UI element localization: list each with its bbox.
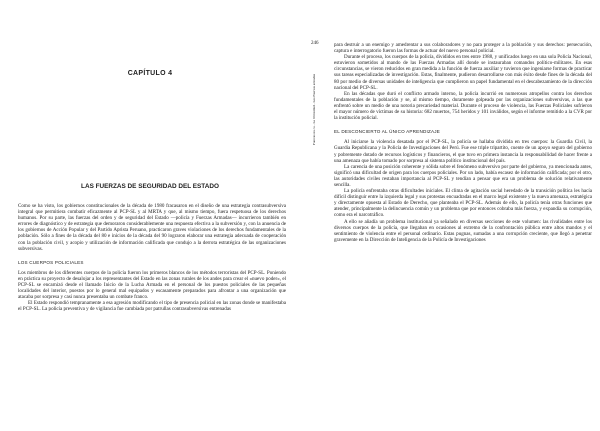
section-heading: LOS CUERPOS POLICIALES	[18, 259, 84, 265]
chapter-title: LAS FUERZAS DE SEGURIDAD DEL ESTADO	[81, 183, 219, 190]
intro-paragraph: Como se ha visto, los gobiernos constitucionales de la década de 1980 fracasaron en el diseño de una estrategia contrasubversiva integral que permitiera combatir eficazmente al PCP-SL y al MRTA y que, al mismo tiempo, fuera respetuosa de los derechos humanos. Por su parte, las fuerzas del orden y de seguridad del Estado —policía y Fuerzas Armadas— incurrieron también en errores de diagnóstico y de estrategia que demoraron considerablemente una respuesta efectiva a la subversión y, con la anuencia de los gobiernos de Acción Popular y del Partido Aprista Peruano, practicaron graves violaciones de los derechos fundamentales de la población. Sólo a fines de la década del 80 e inicios de la década del 90 lograron elaborar una estrategia adecuada de cooperación con la población civil, y acopio y utilización de información calificada que condujo a la derrota estratégica de las organizaciones subversivas.	[18, 203, 286, 252]
body-paragraph: A ello se añadía un problema institucional ya señalado en diversas secciones de este volumen: las rivalidades entre los diversos cuerpos de la policía, que llegaban en ocasiones al extremo de la confrontación pública entre altos mandos y el sentimiento de violencia entre el personal ordinario. Estas pugnas, sumadas a una corrupción creciente, que llegó a penetrar gravemente en la Dirección de Inteligencia de la Policía de Investigaciones	[334, 218, 592, 243]
page-number: 246	[311, 41, 319, 46]
body-paragraph: para destruir a un enemigo y amedrentar a sus colaboradores y no para proteger a la población y sus derechos: persecución, captura e interrogatorio fueron las formas de actuar del nuevo personal policial.	[334, 42, 592, 55]
body-paragraph: Al iniciarse la violencia desatada por el PCP-SL, la policía se hallaba dividida en tres cuerpos: la Guardia Civil, la Guardia Republicana y la Policía de Investigaciones del Perú. Fue ese triple tripartito, cuente de un apoyo seguro del gobierno y pobremente dotado de recursos logísticos y financieros, el que tuvo en primera instancia la responsabilidad de hacer frente a una amenaza que había tomado por sorpresa al sistema político institucional del país.	[334, 139, 592, 164]
body-paragraph: La carencia de una posición coherente y sólida sobre el fenómeno subversivo por parte del gobierno, ya mencionada antes, significó una dificultad de origen para los cuerpos policiales. Por un lado, había escasez de información calificada; por el otro, las autoridades civiles restaban importancia al PCP-SL y tendían a pensar que era un problema de solución relativamente sencilla.	[334, 163, 592, 188]
section-heading: EL DESCONCIERTO AL ÚNICO APRENDIZAJE	[334, 129, 440, 135]
body-paragraph: Durante el proceso, los cuerpos de la policía, divididos en tres entre 1988, y unificados luego en una sola Policía Nacional, estuvieron sometidos al mando de las Fuerzas Armadas allí donde se instauraban comandos político-militares. En esas circunstancias, se vieron reducidos en gran medida a la función de fuerza auxiliar y tuvieron que ingeniarse formas de practicar sus tareas especializadas de investigación. Estas, finalmente, pudieron desarrollarse con más éxito desde fines de la década del 80 por medio de diversas unidades de inteligencia que cumplieron un papel fundamental en el descabezamiento de la dirección nacional del PCP-SL.	[334, 54, 592, 91]
body-paragraph: Los miembros de los diferentes cuerpos de la policía fueron los primeros blancos de los métodos terroristas del PCP-SL. Poniendo en práctica su proyecto de desalojar a los representantes del Estado en las zonas rurales de los andes para crear el «nuevo poder», el PCP-SL se encarnizó desde el llamado Inicio de la Lucha Armada en el personal de los puestos policiales de las pequeñas localidades del interior, puestos por lo general mal equipados y escasamente preparados para afrontar a una organización que atacaba por sorpresa y casi nunca presentaba un combate franco.	[18, 269, 286, 301]
body-paragraph: En las décadas que duró el conflicto armado interno, la policía incurrió en numerosos atropellos contra los derechos fundamentales de la población y se, al mismo tiempo, duramente golpeada por las organizaciones subversivas, a las que enfrentó sobre un medio de una notoria precariedad material. Durante el proceso de violencia, las Fuerzas Policiales sufrieron el mayor número de víctimas de su historia: 682 muertos, 754 heridos y 101 inválidos, según el informe remitido a la CVR por la institución policial.	[334, 90, 592, 122]
body-paragraph: El Estado respondió tempranamente a esa agresión modificando el tipo de presencia policial en las zonas donde se manifestaba el PCP-SL. La policía preventiva y de vigilancia fue cambiada por patrullas contrasubversivas entrenadas	[18, 300, 286, 313]
running-head: Fuerzas no ca - La Ultimidad - Los Fuerzas armadas	[312, 73, 316, 145]
right-column	[334, 42, 592, 243]
body-paragraph: La policía enfrentaba otras dificultades iniciales. El clima de agitación social heredado de la transición política les hacía difícil distinguir entre la izquierda legal y sus protestas encuadradas en el marco legal existente y la nueva amenaza, estratégica y directamente opuesta al Estado de Derecho, que planteaba el PCP-SL. Además de ello, la policía tenía otras funciones que atender, principalmente la delincuencia común y un problema que por entonces cobraba más fuerza, y expandía su corrupción, como era el narcotráfico.	[334, 188, 592, 219]
chapter-heading: CAPÍTULO 4	[127, 70, 173, 77]
left-column	[18, 203, 286, 313]
